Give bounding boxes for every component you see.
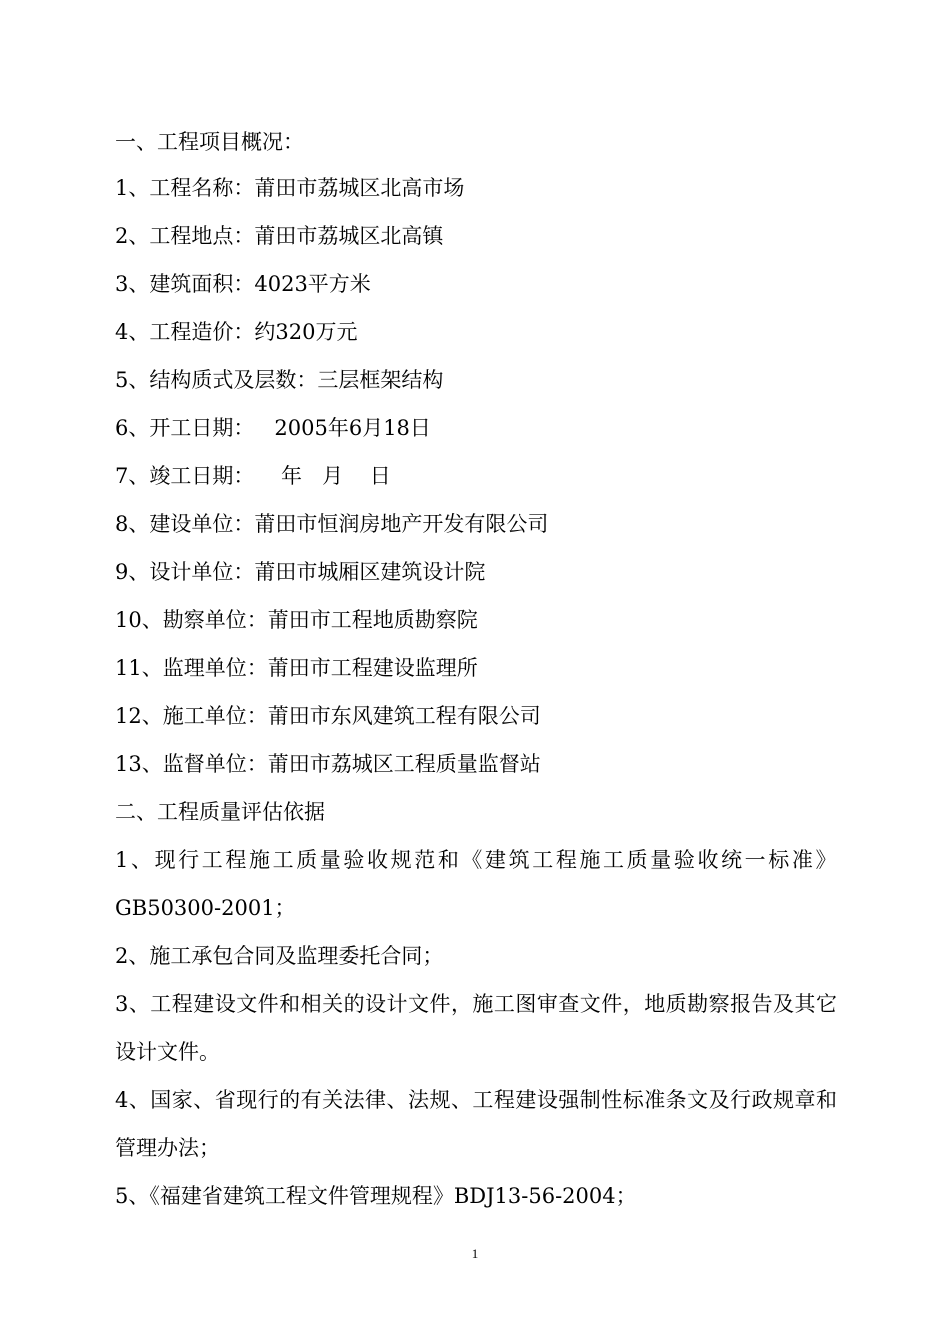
list-item-building-area: 3、建筑面积：4023平方米 (115, 272, 371, 296)
list-item-contractor-unit: 12、施工单位：莆田市东风建筑工程有限公司 (115, 704, 541, 728)
basis-item-1-line-1: 1、现行工程施工质量验收规范和《建筑工程施工质量验收统一标准》 (115, 848, 837, 872)
list-item-project-name: 1、工程名称：莆田市荔城区北高市场 (115, 176, 465, 200)
section-heading-evaluation-basis: 二、工程质量评估依据 (115, 800, 325, 824)
list-item-construction-unit: 8、建设单位：莆田市恒润房地产开发有限公司 (115, 512, 549, 536)
list-item-start-date: 6、开工日期： 2005年6月18日 (115, 416, 431, 440)
basis-item-5: 5、《福建省建筑工程文件管理规程》BDJ13-56-2004； (115, 1184, 637, 1208)
basis-item-4-line-1: 4、国家、省现行的有关法律、法规、工程建设强制性标准条文及行政规章和 (115, 1088, 837, 1112)
list-item-completion-date: 7、竣工日期： 年 月 日 (115, 464, 391, 488)
list-item-project-cost: 4、工程造价：约320万元 (115, 320, 358, 344)
list-item-structure-type: 5、结构质式及层数：三层框架结构 (115, 368, 444, 392)
list-item-supervision-unit: 11、监理单位：莆田市工程建设监理所 (115, 656, 478, 680)
list-item-design-unit: 9、设计单位：莆田市城厢区建筑设计院 (115, 560, 486, 584)
basis-item-2: 2、施工承包合同及监理委托合同； (115, 944, 444, 968)
basis-item-3-line-1: 3、工程建设文件和相关的设计文件，施工图审查文件，地质勘察报告及其它 (115, 992, 837, 1016)
basis-item-1-line-2: GB50300-2001； (115, 896, 296, 920)
list-item-survey-unit: 10、勘察单位：莆田市工程地质勘察院 (115, 608, 478, 632)
basis-item-3-line-2: 设计文件。 (115, 1040, 220, 1064)
section-heading-project-overview: 一、工程项目概况： (115, 130, 304, 154)
basis-item-4-line-2: 管理办法； (115, 1136, 220, 1160)
list-item-project-location: 2、工程地点：莆田市荔城区北高镇 (115, 224, 444, 248)
page-number: 1 (471, 1246, 479, 1261)
list-item-oversight-unit: 13、监督单位：莆田市荔城区工程质量监督站 (115, 752, 541, 776)
